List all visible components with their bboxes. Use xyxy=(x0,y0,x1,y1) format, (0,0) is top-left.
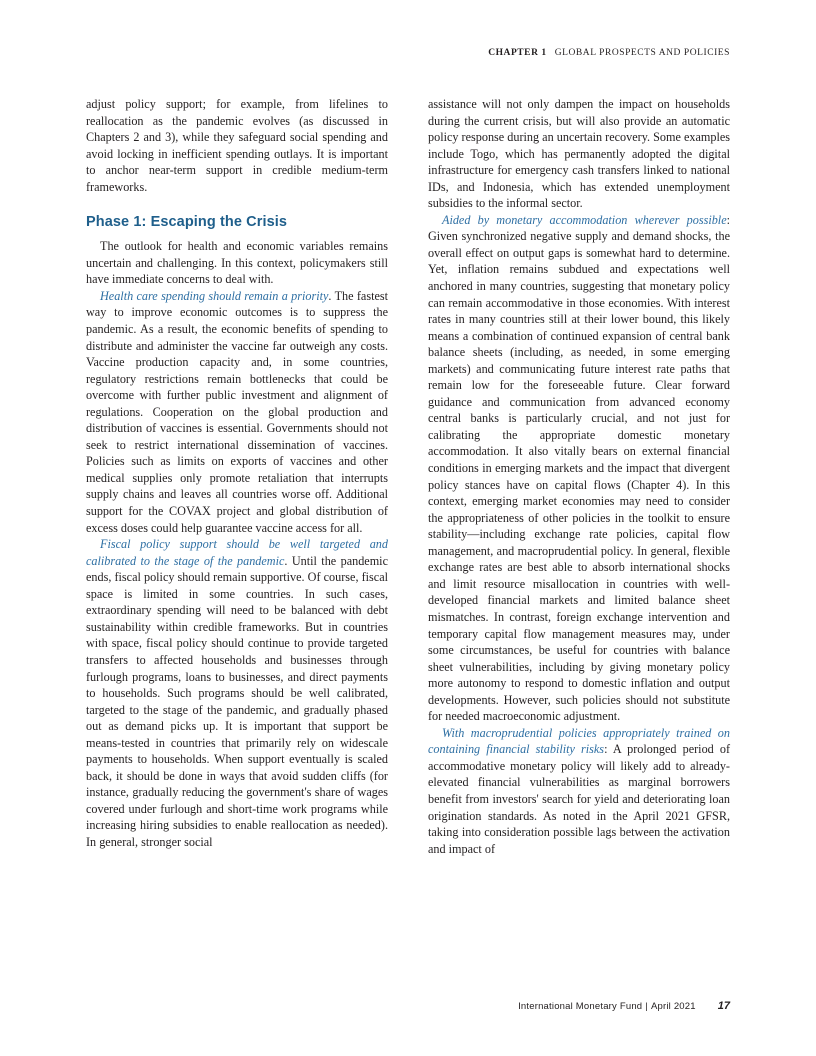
footer-issue: April 2021 xyxy=(650,1001,696,1012)
paragraph-body: . The fastest way to improve economic outcomes is to suppress the pandemic. As a result, the economic benefits of spending to distribute and administer the vaccine far outweigh any costs. Vaccine production capacity and, in some countries, regulatory restrictions remain bottlenecks that could be overcome with further public investment and alignment of regulations. Cooperation on the global production and distribution of vaccines is essential. Governments should not seek to restrict international dissemination of vaccines. Policies such as limits on exports of vaccines and other medical supplies only promote retaliation that interrupts supply chains and leaves all countries worse off. Additional support for the COVAX project and global distribution of excess doses could help guarantee vaccine access for all. xyxy=(86,288,388,535)
paragraph xyxy=(428,212,730,725)
body-columns xyxy=(86,96,730,964)
left-column xyxy=(86,96,388,964)
paragraph-body: . Until the pandemic ends, fiscal policy should remain supportive. Of course, fiscal space is limited in some countries. In such cases, extraordinary spending will need to be balanced with debt sustainability within credible frameworks. But in countries with space, fiscal policy should continue to provide targeted transfers to affected households and businesses through furlough programs, loans to businesses, and direct payments to households. Such programs should be well calibrated, targeted to the stage of the pandemic, and gradually phased out as demand picks up. It is important that support be means-tested in countries that primarily rely on widescale payments to households. When support eventually is scaled back, it should be done in ways that avoid sudden cliffs (for instance, gradually reducing the government's share of wages covered under furlough and short-time work programs while increasing hiring subsidies to enable reallocation as needed). In general, stronger social xyxy=(86,553,388,849)
paragraph-lead-in: Fiscal policy support should be well targeted and calibrated to the stage of the pandemic xyxy=(86,537,388,568)
paragraph: The outlook for health and economic variables remains uncertain and challenging. In this context, policymakers still have immediate concerns to deal with. xyxy=(86,239,388,287)
right-column xyxy=(428,96,730,964)
running-head xyxy=(488,48,730,58)
paragraph: adjust policy support; for example, from lifelines to reallocation as the pandemic evolves (as discussed in Chapters 2 and 3), while they safeguard social spending and avoid locking in inefficient spending outlays. It is important to anchor near-term support in credible medium-term frameworks. xyxy=(86,97,388,194)
page-footer xyxy=(86,1000,730,1012)
running-head-chapter-label: CHAPTER 1 xyxy=(488,48,547,58)
paragraph xyxy=(428,725,730,857)
section-heading-phase-1: Phase 1: Escaping the Crisis xyxy=(86,214,288,231)
paragraph-lead-in: With macroprudential policies appropriately trained on containing financial stability risks xyxy=(428,725,730,757)
page-number: 17 xyxy=(717,1000,730,1012)
paragraph-lead-in: Aided by monetary accommodation wherever possible xyxy=(442,212,727,227)
footer-publisher: International Monetary Fund xyxy=(518,1001,643,1012)
paragraph-body: : A prolonged period of accommodative monetary policy will likely add to already-elevated financial vulnerabilities as marginal borrowers benefit from investors' search for yield and deteriorating loan origination standards. As noted in the April 2021 GFSR, taking into consideration possible lags between the activation and impact of xyxy=(428,742,731,856)
paragraph: assistance will not only dampen the impact on households during the current crisis, but will also provide an automatic policy response during an uncertain recovery. Some examples include Togo, which has permanently adopted the digital infrastructure for emergency cash transfers linked to national IDs, and Indonesia, which has extended unemployment subsidies to the informal sector. xyxy=(428,97,730,211)
paragraph xyxy=(86,288,388,536)
paragraph xyxy=(86,536,388,850)
footer-separator: | xyxy=(645,1001,648,1012)
paragraph-lead-in: Health care spending should remain a priority xyxy=(100,288,329,303)
paragraph-body: : Given synchronized negative supply and demand shocks, the overall effect on output gaps is somewhat hard to determine. Yet, inflation remains subdued and expectations well anchored in many countries, suggesting that monetary policy can remain accommodative in those economies. With interest rates in many countries still at their lower bound, this likely means a combination of continued expansion of central bank balance sheets (including, as needed, in some emerging markets) and communicating future interest rate paths that remain low for the foreseeable future. Clear forward guidance and communication from advanced economy central banks is particularly crucial, and not just for calibrating the appropriate domestic monetary accommodation. It also vitally bears on external financial conditions in emerging markets and the impact that divergent policy stances have on capital flows (Chapter 4). In this context, emerging market economies may need to consider the appropriateness of other policies in the toolkit to ensure stability—including exchange rate policies, capital flow management, and macroprudential policy. In general, flexible exchange rates are best able to absorb international shocks and limit resource misallocation in countries with well-developed financial markets and limited balance sheet mismatches. In contrast, foreign exchange intervention and temporary capital flow management measures may, under some circumstances, be useful for countries with balance sheet vulnerabilities, including by giving monetary policy more autonomy to respond to domestic inflation and output developments. However, such policies should not substitute for needed macroeconomic adjustment. xyxy=(428,212,730,724)
running-head-chapter-title: GLOBAL PROSPECTS AND POLICIES xyxy=(554,48,730,58)
